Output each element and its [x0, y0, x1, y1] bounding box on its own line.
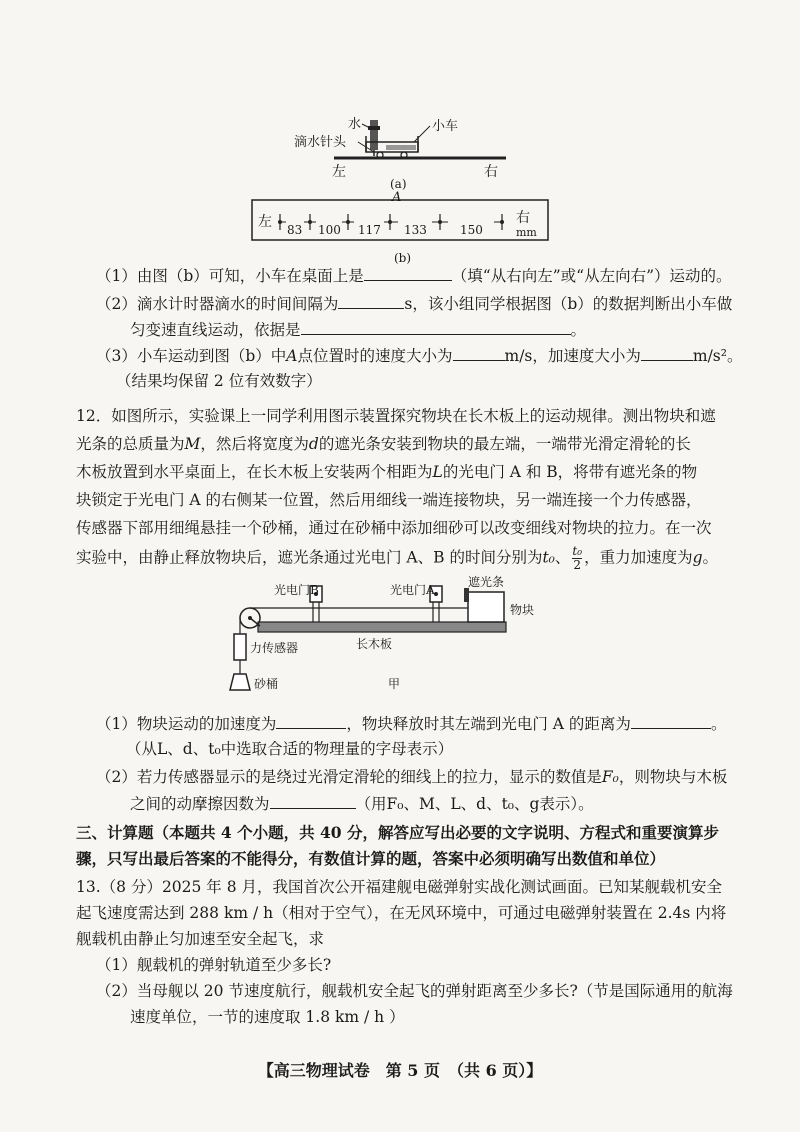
page-footer: 【高三物理试卷 第 5 页 （共 6 页）】 [257, 1061, 543, 1080]
label-gate-a: 光电门A [390, 583, 435, 597]
q13-part2: （2）当母舰以 20 节速度航行，舰载机安全起飞的弹射距离至少多长?（节是国际通用的航海 [96, 982, 733, 1000]
q11-part2-cont: 匀变速直线运动，依据是 。 [130, 318, 586, 341]
q12-note: （从L、d、t₀中选取合适的物理量的字母表示） [126, 740, 454, 758]
answer-blank[interactable] [338, 292, 404, 309]
label-board: 长木板 [356, 637, 393, 651]
label-cart: 小车 [432, 119, 459, 134]
q12-line3: 木板放置到水平桌面上，在长木板上安装两个相距为L的光电门 A 和 B，将带有遮光条的物 [76, 463, 698, 481]
answer-blank[interactable] [364, 264, 452, 281]
q11-part2: （2）滴水计时器滴水的时间间隔为 s，该小组同学根据图（b）的数据判断出小车做 [96, 292, 732, 315]
tape-right: 右 [516, 210, 530, 226]
label-needle: 滴水针头 [294, 135, 347, 150]
drip-dot [438, 220, 442, 224]
drip-dot [308, 220, 312, 224]
answer-blank[interactable] [276, 712, 346, 729]
label-gate-b: 光电门B [274, 583, 319, 597]
q12-line2: 光条的总质量为M，然后将宽度为d的遮光条安装到物块的最左端，一端带光滑定滑轮的长 [76, 435, 691, 453]
label-left: 左 [332, 164, 346, 180]
q12-line6: 实验中，由静止释放物块后，遮光条通过光电门 A、B 的时间分别为t₀、 $\frac{\text{t₀}}{2}$ ，重力加速度为g。 [76, 544, 719, 572]
label-block: 物块 [510, 603, 535, 617]
q11-part1: （1）由图（b）可知，小车在桌面上是 （填“从右向左”或“从左向右”）运动的。 [96, 264, 732, 287]
tape-unit: mm [516, 226, 537, 239]
fraction-t0-over-2: $\frac{\text{t₀}}{2}$ [572, 544, 583, 572]
point-a-label: A [392, 190, 402, 205]
figure-b [250, 190, 560, 268]
q13-part1: （1）舰载机的弹射轨道至少多长? [96, 956, 332, 974]
answer-blank[interactable] [270, 792, 356, 809]
segment-4: 133 [404, 223, 427, 237]
segment-5: 150 [460, 223, 483, 237]
q12-line1: 12．如图所示，实验课上一同学利用图示装置探究物块在长木板上的运动规律。测出物块和遮 [76, 407, 716, 425]
label-right: 右 [484, 164, 498, 180]
drip-dot [500, 220, 504, 224]
label-strip: 遮光条 [468, 575, 505, 589]
q13-part2-cont: 速度单位，一节的速度取 1.8 km / h ） [130, 1008, 405, 1026]
segment-2: 100 [318, 223, 341, 237]
force-sensor [234, 634, 246, 660]
q12-part2-cont: 之间的动摩擦因数为 （用F₀、M、L、d、t₀、g表示）。 [130, 792, 594, 815]
q12-part1: （1）物块运动的加速度为 ，物块释放时其左端到光电门 A 的距离为 。 [96, 712, 726, 735]
q13-line2: 起飞速度需达到 288 km / h（相对于空气），在无风环境中，可通过电磁弹射装置在 2.4s 内将 [76, 904, 727, 922]
answer-blank[interactable] [641, 344, 693, 361]
tape-left: 左 [258, 214, 272, 230]
q12-line5: 传感器下部用细绳悬挂一个砂桶，通过在砂桶中添加细砂可以改变细线对物块的拉力。在一次 [76, 519, 712, 537]
answer-blank[interactable] [631, 712, 711, 729]
label-bucket: 砂桶 [254, 677, 279, 691]
figure-jia [228, 575, 568, 714]
q11-part3: （3）小车运动到图（b）中A点位置时的速度大小为 m/s，加速度大小为 m/s²。 [96, 344, 742, 367]
section3-heading-cont: 骤，只写出最后答案的不能得分，有数值计算的题，答案中必须明确写出数值和单位） [76, 849, 666, 868]
label-sensor: 力传感器 [250, 641, 299, 655]
block [468, 592, 504, 622]
q11-note: （结果均保留 2 位有效数字） [116, 372, 322, 390]
caption-a: (a) [390, 177, 407, 191]
sand-bucket [230, 674, 250, 690]
answer-blank[interactable] [453, 344, 505, 361]
drip-dot [388, 220, 392, 224]
light-strip [464, 588, 469, 602]
label-water: 水 [348, 117, 362, 132]
drip-dot [278, 220, 282, 224]
answer-blank[interactable] [301, 318, 571, 335]
figure-a [290, 112, 520, 192]
segment-3: 117 [358, 223, 381, 237]
caption-jia: 甲 [388, 677, 401, 691]
section3-heading: 三、计算题（本题共 4 个小题，共 40 分，解答应写出必要的文字说明、方程式和重要演算步 [76, 823, 719, 842]
drip-timer [370, 120, 378, 150]
long-board [258, 622, 506, 632]
q12-part2: （2）若力传感器显示的是绕过光滑定滑轮的细线上的拉力，显示的数值是F₀，则物块与木板 [96, 768, 728, 786]
q13-line1: 13.（8 分）2025 年 8 月，我国首次公开福建舰电磁弹射实战化测试画面。已知某舰载机安全 [76, 878, 723, 896]
segment-1: 83 [287, 223, 303, 237]
q13-line3: 舰载机由静止匀加速至安全起飞，求 [76, 930, 325, 948]
q12-line4: 块锁定于光电门 A 的右侧某一位置，然后用细线一端连接物块，另一端连接一个力传感器， [76, 491, 702, 509]
drip-dot [346, 220, 350, 224]
caption-b: (b) [394, 251, 412, 265]
